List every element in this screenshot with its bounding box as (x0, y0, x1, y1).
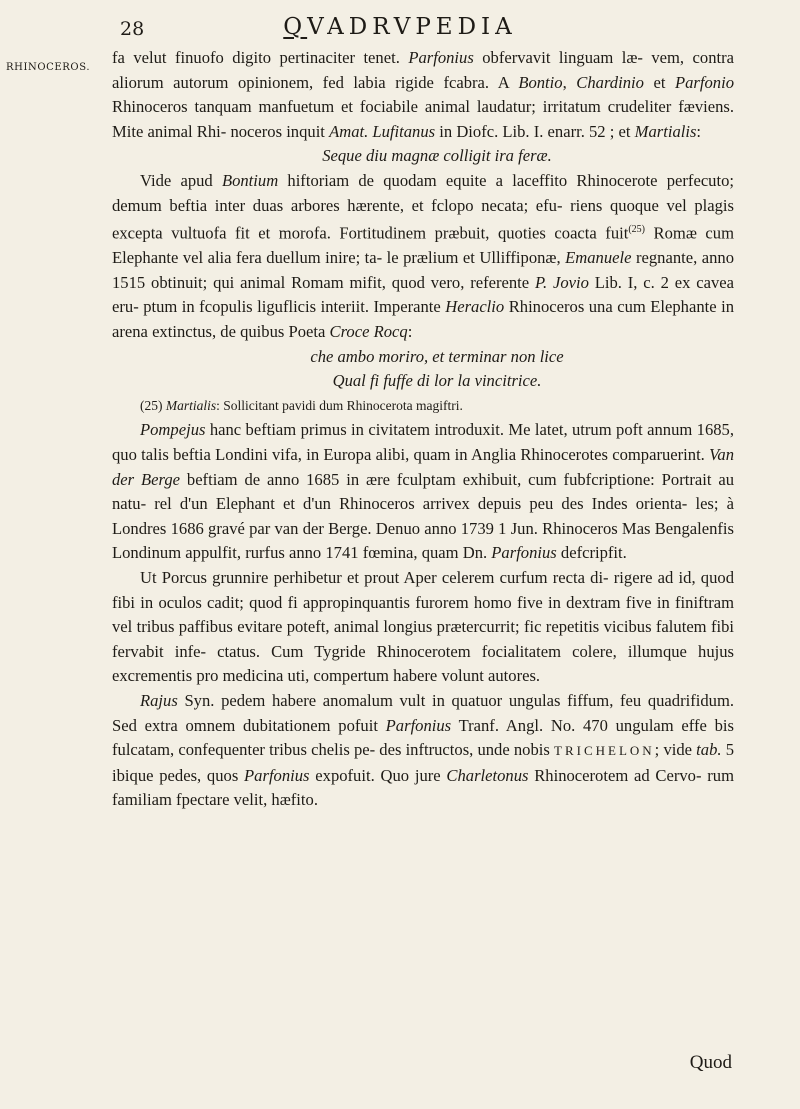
paragraph (112, 689, 734, 813)
italic-text: Chardinio (576, 72, 644, 92)
italic-text: Parfonius (408, 48, 474, 67)
running-title-rest: VADRVPEDIA (307, 14, 517, 40)
text-span: Lib. I, c. 2 ex cavea eru- ptum in fcopulis liguflicis interiit. Imperante (112, 272, 735, 317)
text-span: expofuit. Quo jure (309, 765, 447, 785)
italic-text: Charletonus (446, 765, 529, 785)
italic-text: Emanuele (565, 248, 632, 268)
text-span: in Diofc. Lib. I. enarr. 52 ; et (435, 121, 635, 141)
text-span: defcripfit. (556, 543, 627, 563)
text-span: Qual fi fuffe di lor la vincitrice. (332, 371, 542, 391)
text-span: Vide apud (140, 170, 222, 190)
italic-text: Parfonius (491, 543, 557, 563)
text-span: Tranf. Angl. No. 470 ungulam effe bis fulcatam, confequenter tribus chelis pe- des inftructos, unde nobis (112, 715, 734, 760)
text-span: ; vide (654, 740, 697, 760)
text-span: che ambo moriro, et terminar non lice (310, 346, 564, 366)
marginal-label: RHINOCEROS. (6, 62, 91, 73)
text-span: fa velut finuofo digito pertinaciter tenet. (112, 48, 409, 67)
italic-text: Parfonius (385, 715, 452, 735)
text-span: (25) (140, 397, 166, 413)
text-span: Romæ cum Elephante vel alia fera duellum inire; ta- le prælium et Ulliffiponæ, (112, 223, 734, 268)
text-span: Ut Porcus grunnire perhibetur et prout Aper celerem curfum recta di- rigere ad id, quod fibi in oculos cadit; quod fi appropinquantis furorem homo five in dextram five in finiftram vel tribus paffibus evitare poteft, animal longius prætercurrit; fic repetitis vicibus falutem fibi fervabit infe- ctatus. Cum Tygride Rhinocerotem focialitatem colere, illumque hujus excrementis pro medicina uti, compertum habere volunt autores. (112, 568, 734, 686)
paragraph (112, 169, 734, 345)
text-span: regnante, anno 1515 obtinuit; qui animal Romam mifit, quod vero, referente (112, 248, 734, 292)
footnote (112, 394, 734, 419)
text-span: Syn. pedem habere anomalum vult in quatuor ungulas fiffum, feu quadrifidum. Sed extra omnem dubitationem pofuit (112, 690, 734, 735)
text-span: Rhinoceros una cum Elephante in arena extinctus, de quibus Poeta (112, 297, 734, 342)
text-span: obfervavit linguam læ- vem, contra aliorum autorum opinionem, fed labia rigide fcabra. (112, 48, 734, 92)
text-span: beftiam de anno 1685 in ære fculptam exhibuit, cum fubfcriptione: Portrait au natu- rel d'un Elephant et d'un Rhinoceros arrivex depuis peu des Indes orienta- les; à Londres 1686 gravé par van der Berge. Denuo anno 1739 1 Jun. Rhinoceros Mas Bengalenfis Londinum appulfit, rurfus anno 1741 fœmina, quam Dn. (112, 469, 734, 563)
text-span: 5 ibique pedes, quos (112, 740, 734, 785)
catchword: Quod (689, 1052, 732, 1073)
verse-line (112, 144, 734, 169)
text-span: : (407, 322, 413, 342)
text-span: TRICHELON (554, 743, 655, 759)
italic-text: Pompejus (140, 420, 206, 440)
italic-text: Amat. Lufitanus (329, 121, 436, 141)
text-span: , (562, 72, 577, 92)
text-span: Rhinoceros tanquam manfuetum et fociabile animal laudatur; irritatum crudeliter fæviens. Mite animal Rhi- noceros inquit (112, 97, 734, 141)
verse-line (112, 345, 734, 370)
italic-text: Parfonius (244, 765, 310, 785)
italic-text: Croce Rocq (329, 322, 408, 342)
text-span: hiftoriam de quodam equite a laceffito Rhinocerote perfecuto; demum beftia inter duas arbores hærente, et fclopo necata; efu- riens quoque vel plagis excepta vultuofa fit et morofa. Fortitudinem præbuit, quoties coacta fuit (112, 170, 734, 243)
text-span: (25) (628, 224, 646, 236)
running-title (0, 14, 800, 40)
text-span: Rhinocerotem ad Cervo- rum familiam fpectare velit, hæfito. (112, 765, 734, 810)
paragraph (112, 46, 734, 144)
text-span: et (643, 72, 675, 92)
italic-text: Parfonio (674, 72, 734, 92)
italic-text: P. Jovio (535, 272, 589, 292)
text-span: Seque diu magnæ colligit ira feræ. (322, 146, 552, 166)
italic-text: Bontium (221, 170, 279, 190)
body-text (112, 46, 734, 813)
text-span: : Sollicitant pavidi dum Rhinocerota magiftri. (216, 397, 463, 413)
text-span: : (696, 121, 702, 141)
paragraph (112, 566, 734, 689)
italic-text: Bontio (518, 72, 563, 92)
verse-line (112, 369, 734, 394)
page-number: 28 (120, 18, 145, 40)
running-title-initial: Q (283, 14, 308, 40)
page-header (0, 8, 800, 44)
italic-text: Rajus (140, 690, 178, 710)
italic-text: tab. (696, 740, 722, 760)
italic-text: Heraclio (445, 297, 505, 317)
italic-text: Martialis (634, 121, 697, 141)
paragraph (112, 418, 734, 566)
text-span: A (497, 72, 519, 92)
text-span: hanc beftiam primus in civitatem introduxit. Me latet, utrum poft annum 1685, quo talis beftia Londini vifa, in Europa alibi, quam in Anglia Rhinocerotes comparuerint. (112, 420, 734, 465)
italic-text: Martialis (165, 397, 217, 413)
italic-text: Van der Berge (112, 445, 734, 489)
